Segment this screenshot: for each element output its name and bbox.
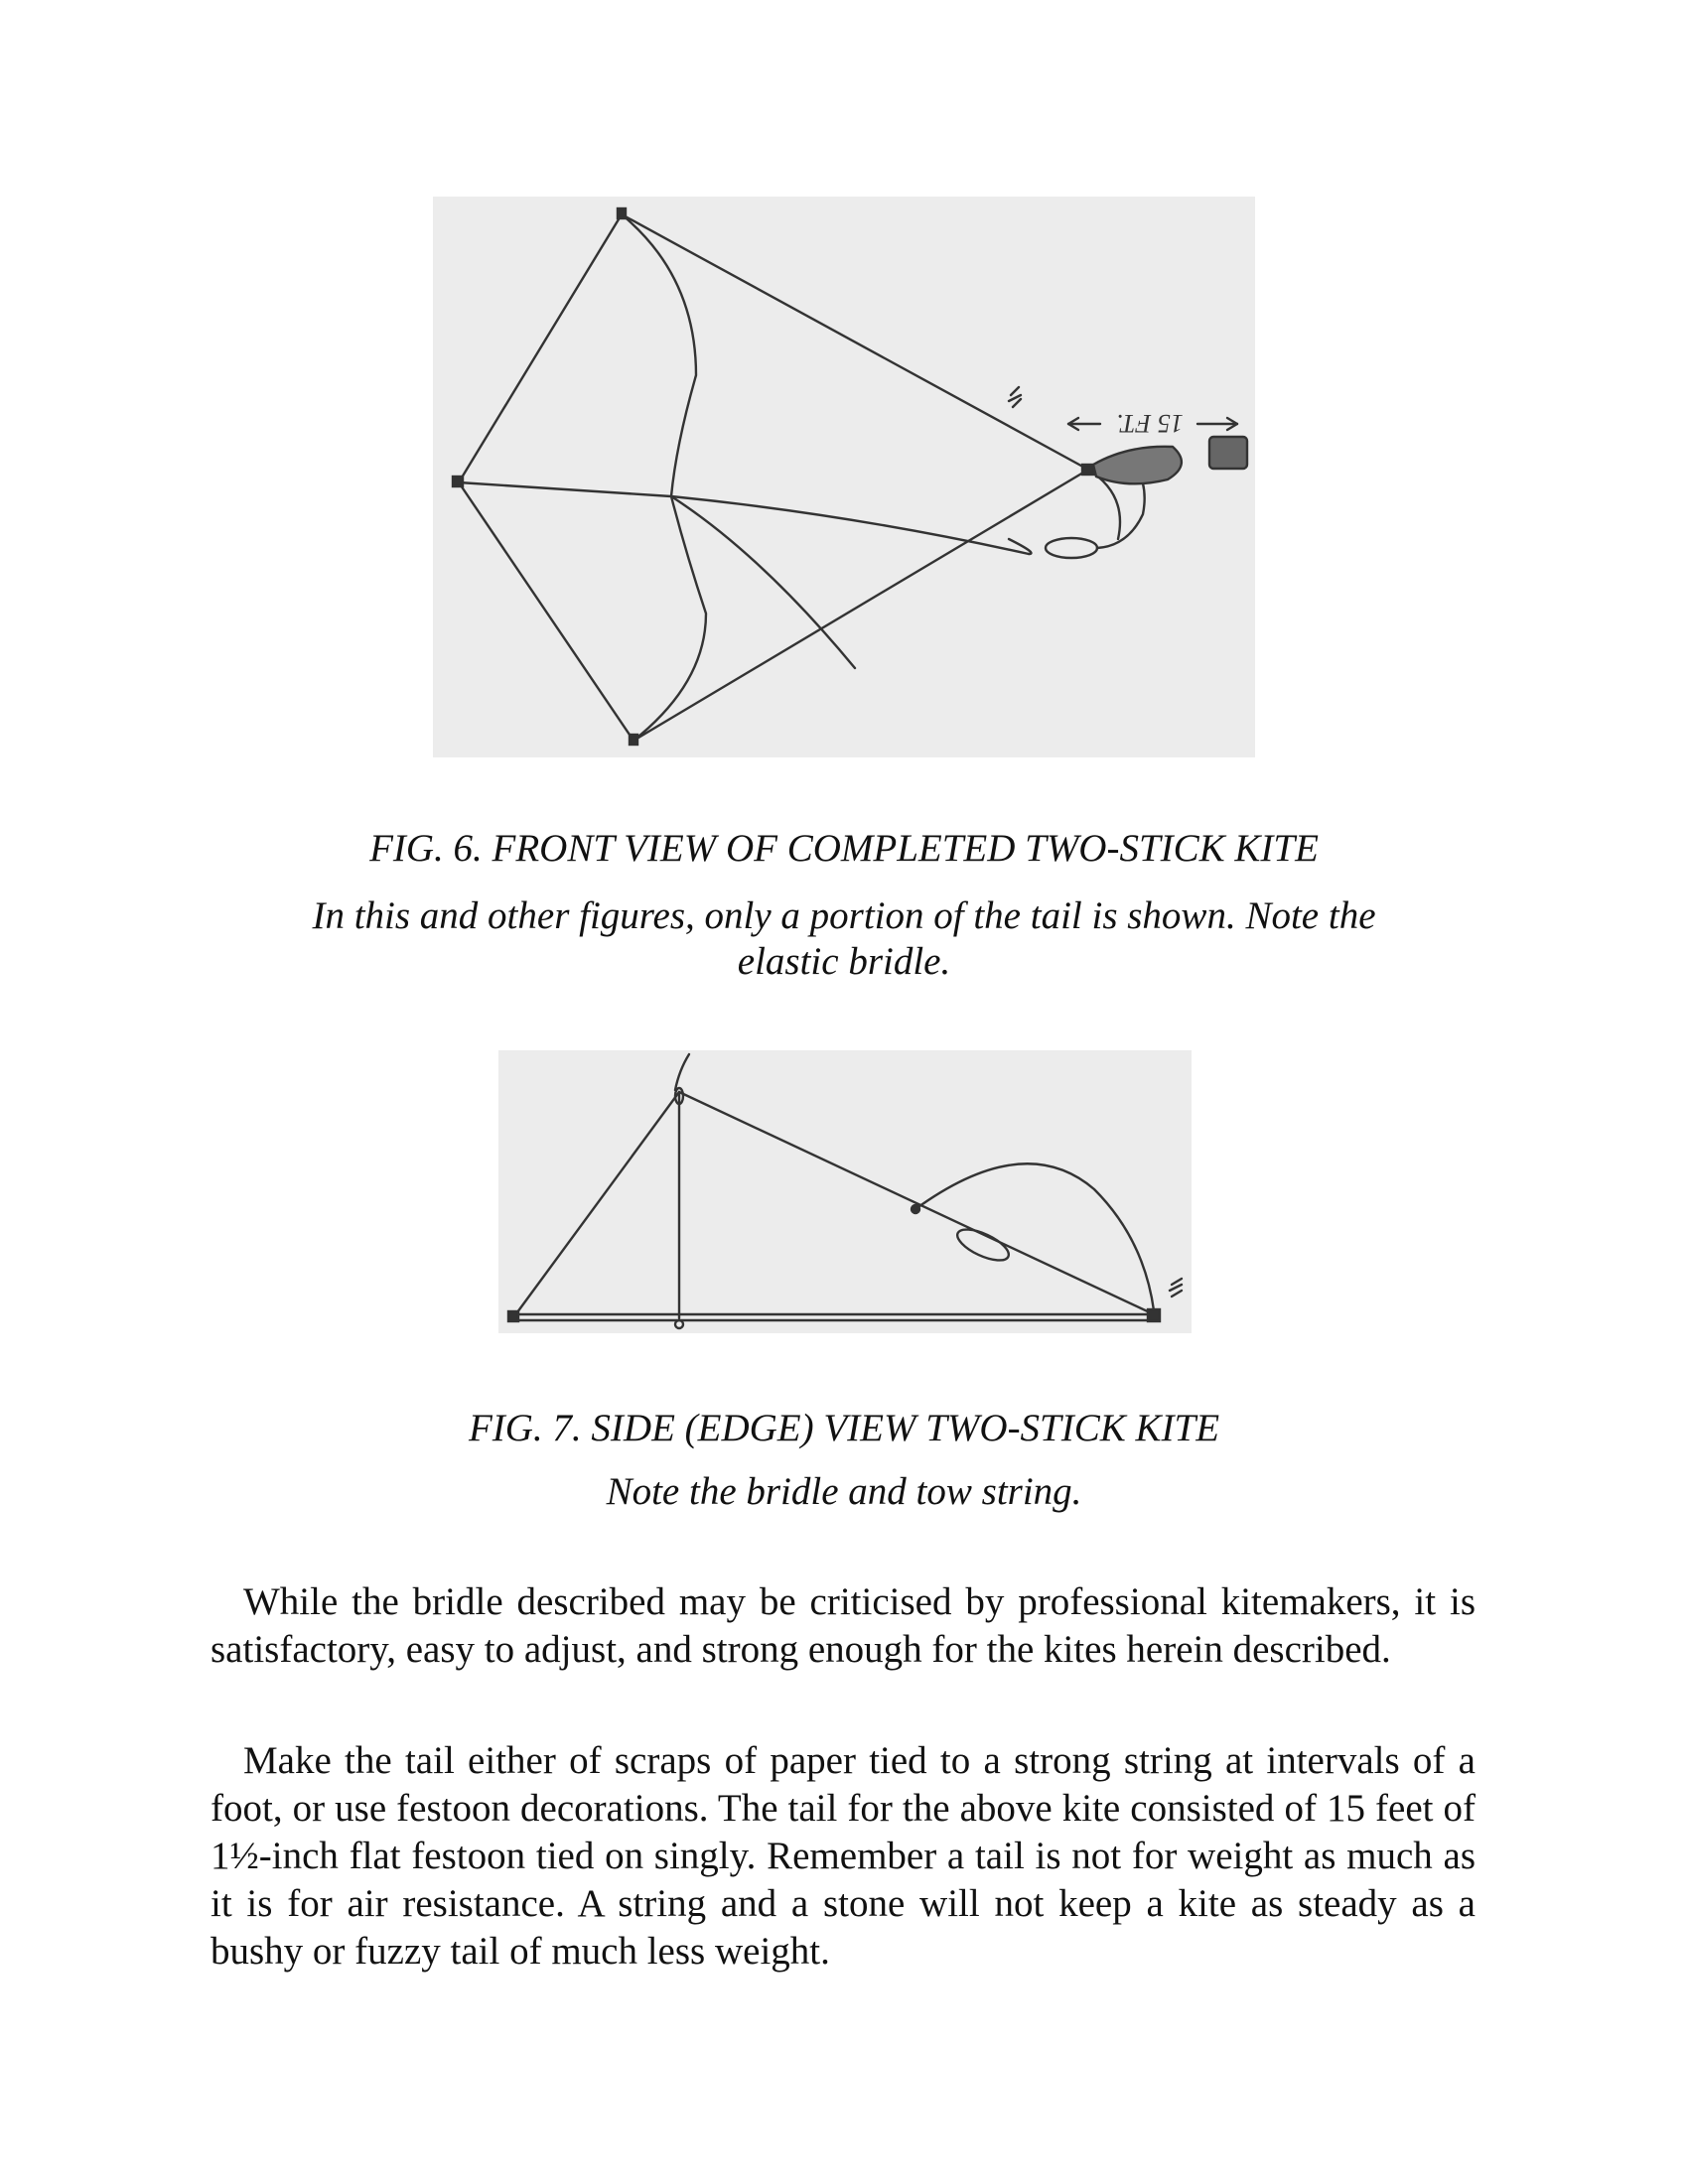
kite-tie-mark [1009,387,1021,407]
kite-cross-stick [459,482,1029,554]
kite-side-bridle-line [679,1092,1154,1314]
kite-corner-cap-bottom [630,735,637,745]
figure-6-kite-front-view [433,197,1255,757]
kite-corner-cap-left [453,477,463,486]
kite-edge-bottom-right [633,470,1088,741]
kite-bowed-spine [622,214,706,741]
kite-side-right-cap [1148,1309,1160,1321]
kite-elastic-bridle [1046,538,1097,558]
tail-length-label: 15 FT. [1116,409,1184,438]
kite-front-sketch [433,197,1255,757]
kite-edge-bottom-left [459,482,633,741]
figure-6-title: FIG. 6. FRONT VIEW OF COMPLETED TWO-STICK KITE [369,827,1319,870]
paragraph-bridle: While the bridle described may be criticised by professional kitemakers, it is satisfactory, easy to adjust, and strong enough for the kites herein described. [211,1580,1476,1671]
kite-side-top-knot [675,1054,689,1090]
kite-edge-top-right [622,214,1088,470]
kite-corner-cap-top [618,208,626,218]
figure-6-note: In this and other figures, only a portion of the tail is shown. Note the elastic bridle. [312,894,1376,983]
kite-side-tie-mark [1170,1279,1182,1297]
kite-tail-festoon [1093,447,1182,484]
figure-7-kite-side-view [498,1050,1192,1333]
kite-side-tow-arc [915,1163,1154,1310]
kite-tow-string [671,496,855,668]
kite-edge-top-left [459,214,622,482]
kite-side-left-cap [508,1311,518,1321]
kite-side-elastic-bridle [953,1223,1013,1267]
kite-side-base-joint [675,1320,683,1328]
kite-side-left-slope [514,1092,679,1316]
kite-side-sketch [498,1050,1192,1333]
kite-tail-festoon-end [1209,437,1247,469]
figure-7-title: FIG. 7. SIDE (EDGE) VIEW TWO-STICK KITE [468,1407,1220,1449]
figure-7-note: Note the bridle and tow string. [606,1470,1082,1513]
paragraph-tail: Make the tail either of scraps of paper tied to a strong string at intervals of a foot, or use festoon decorations. The tail for the above kite consisted of 15 feet of 1½-inch flat festoon tied on singly. Remember a tail is not for weight as much as it is for air resistance. A string and a stone will not keep a kite as steady as a bushy or fuzzy tail of much less weight. [211,1739,1476,1973]
kite-side-bridle-knot [912,1205,919,1213]
